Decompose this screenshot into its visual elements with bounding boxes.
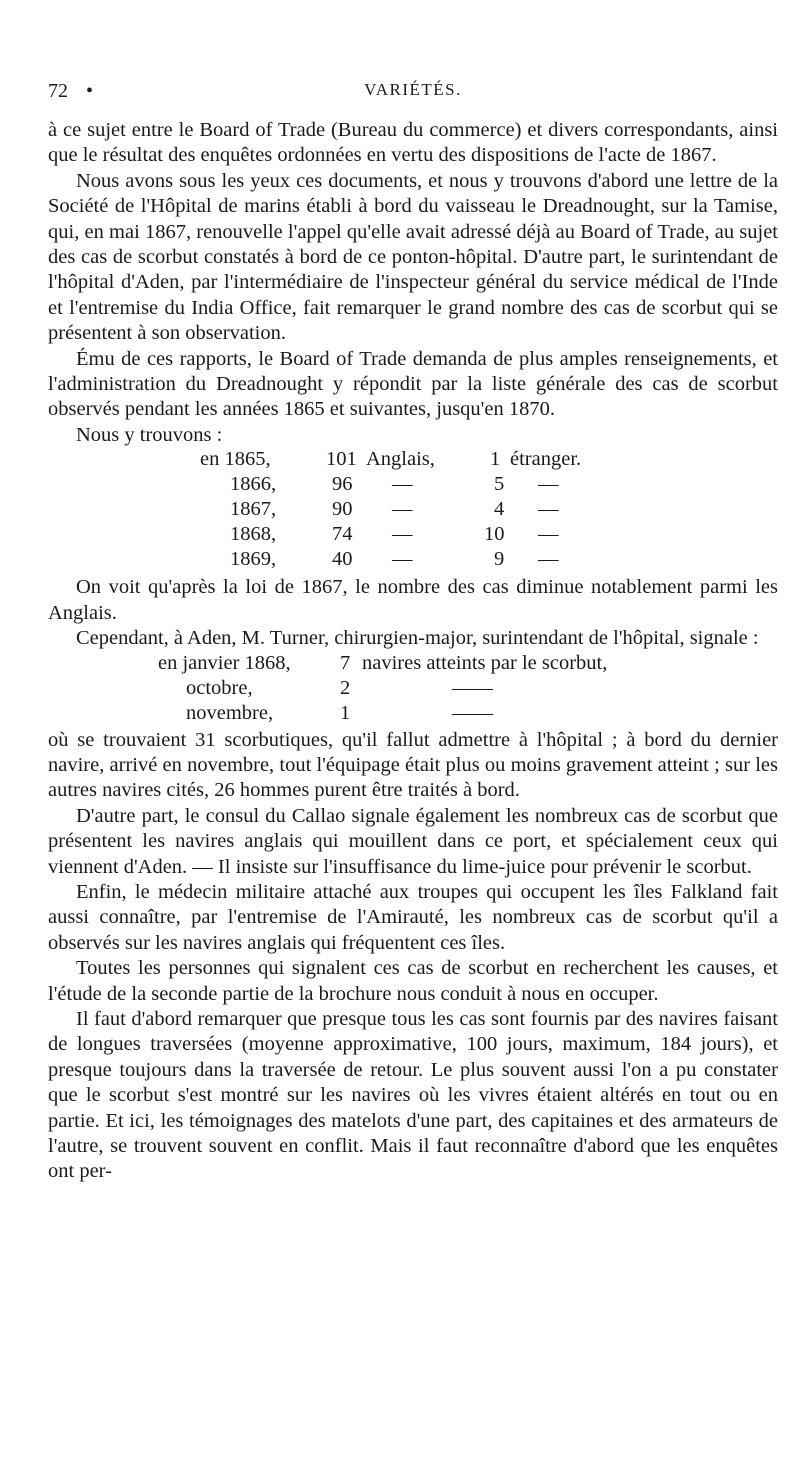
ships-text: —— (452, 676, 493, 699)
table-row (48, 498, 778, 523)
table-english-label: Anglais, (366, 448, 435, 471)
ships-table (48, 652, 778, 728)
table-english-count: 74 (332, 523, 353, 546)
ships-count: 7 (340, 651, 351, 674)
table-foreign-label: — (538, 473, 559, 496)
table-english-count: 96 (332, 473, 353, 496)
ships-month: octobre, (186, 676, 253, 699)
table-row (48, 548, 778, 573)
paragraph-1: à ce sujet entre le Board of Trade (Bureau du commerce) et divers correspondants, ainsi que le résultat des enquêtes ordonnées en vertu des dispositions de l'acte de 1867. (48, 119, 778, 167)
table-foreign-count: 4 (494, 498, 505, 521)
table-row (48, 523, 778, 548)
table-row (48, 473, 778, 498)
table-year: 1868, (230, 523, 277, 546)
table-foreign-label: — (538, 498, 559, 521)
ships-month: en janvier 1868, (158, 651, 291, 674)
ships-text: —— (452, 701, 493, 724)
paragraph-8: D'autre part, le consul du Callao signale également les nombreux cas de scorbut que présentent les navires anglais qui mouillent dans ce port, et spécialement ceux qui viennent d'Aden. — Il insiste sur l'insuffisance du lime-juice pour prévenir le scorbut. (48, 804, 778, 878)
table-year: 1866, (230, 473, 277, 496)
header-bullet: • (86, 80, 94, 102)
ships-count: 1 (340, 701, 351, 724)
table-foreign-count: 1 (490, 448, 501, 471)
table-english-count: 101 (326, 448, 357, 471)
ships-month: novembre, (186, 701, 274, 724)
paragraph-5: On voit qu'après la loi de 1867, le nombre des cas diminue notablement parmi les Anglais. (48, 576, 778, 624)
page-number: 72 (48, 80, 68, 102)
paragraph-3: Ému de ces rapports, le Board of Trade demanda de plus amples renseignements, et l'administration du Dreadnought y répondit par la liste générale des cas de scorbut observés pendant les années 1865 et suivantes, jusqu'en 1870. (48, 347, 778, 421)
table-row (48, 448, 778, 473)
paragraph-10: Toutes les personnes qui signalent ces cas de scorbut en recherchent les causes, et l'étude de la seconde partie de la brochure nous conduit à nous en occuper. (48, 957, 778, 1005)
table-foreign-count: 10 (484, 523, 505, 546)
table-english-label: — (392, 523, 413, 546)
scurvy-cases-table (48, 448, 778, 575)
table-english-label: — (392, 548, 413, 571)
table-year: 1867, (230, 498, 277, 521)
table-foreign-label: — (538, 523, 559, 546)
table-english-label: — (392, 498, 413, 521)
paragraph-2: Nous avons sous les yeux ces documents, et nous y trouvons d'abord une lettre de la Société de l'Hôpital de marins établi à bord du vaisseau le Dreadnought, sur la Tamise, qui, en mai 1867, renouvelle l'appel qu'elle avait adressé déjà au Board of Trade, au sujet des cas de scorbut constatés à bord de ce ponton-hôpital. D'autre part, le surintendant de l'hôpital d'Aden, par l'intermédiaire de l'inspecteur général du service médical de l'Inde et l'entremise du India Office, fait remarquer le grand nombre des cas de scorbut qui se présentent à son observation. (48, 169, 778, 345)
running-title: VARIÉTÉS. (364, 80, 462, 99)
table-foreign-label: — (538, 548, 559, 571)
table-foreign-count: 9 (494, 548, 505, 571)
table-foreign-label: étranger. (510, 448, 582, 471)
table-foreign-count: 5 (494, 473, 505, 496)
paragraph-11: Il faut d'abord remarquer que presque tous les cas sont fournis par des navires faisant de longues traversées (moyenne approximative, 100 jours, maximum, 184 jours), et presque toujours dans la traversée de retour. Le plus souvent aussi l'on a pu constater que le scorbut s'est montré sur les navires où les vivres étaient altérés en tout ou en partie. Et ici, les témoignages des matelots d'une part, des capitaines et des armateurs de l'autre, se trouvent souvent en conflit. Mais il faut reconnaître d'abord que les enquêtes ont per- (48, 1007, 778, 1183)
paragraph-7: où se trouvaient 31 scorbutiques, qu'il fallut admettre à l'hôpital ; à bord du dernier navire, arrivé en novembre, tout l'équipage était plus ou moins gravement atteint ; sur les autres navires cités, 26 hommes purent être traités à bord. (48, 728, 778, 802)
table-english-label: — (392, 473, 413, 496)
ships-text: navires atteints par le scorbut, (362, 651, 608, 674)
page-header (48, 80, 778, 110)
paragraph-9: Enfin, le médecin militaire attaché aux troupes qui occupent les îles Falkland fait aussi connaître, par l'entremise de l'Amirauté, les nombreux cas de scorbut qu'il a observés sur les navires anglais qui fréquentent ces îles. (48, 880, 778, 954)
paragraph-4: Nous y trouvons : (76, 423, 223, 446)
ships-count: 2 (340, 676, 351, 699)
table-row (48, 652, 778, 677)
table-row (48, 677, 778, 702)
paragraph-6: Cependant, à Aden, M. Turner, chirurgien-major, surintendant de l'hôpital, signale : (76, 627, 759, 650)
table-year: en 1865, (200, 448, 271, 471)
page-body (48, 118, 778, 1185)
table-english-count: 40 (332, 548, 353, 571)
table-row (48, 702, 778, 727)
table-year: 1869, (230, 548, 277, 571)
table-english-count: 90 (332, 498, 353, 521)
